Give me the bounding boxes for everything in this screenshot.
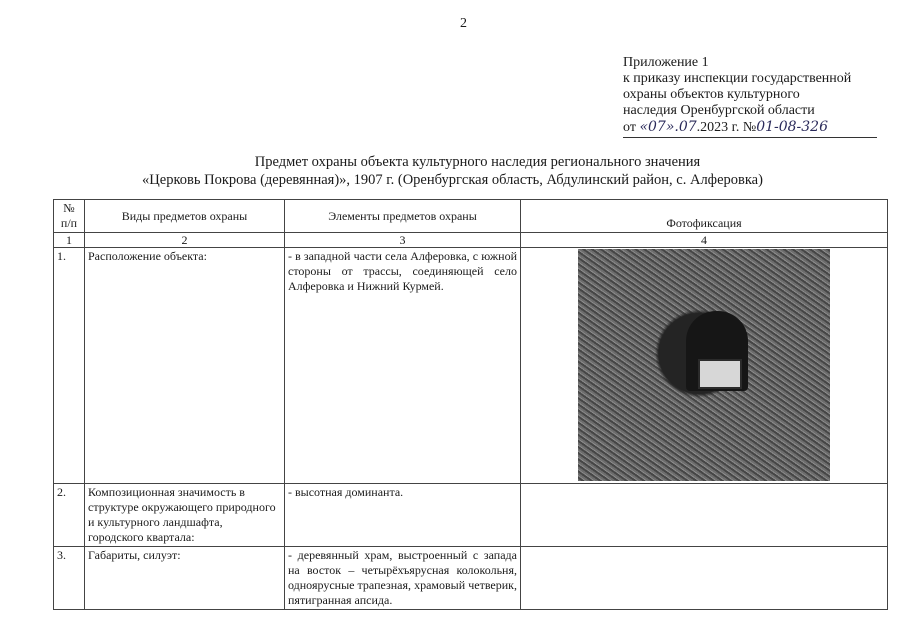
row-number: 2. xyxy=(54,484,85,547)
church-photo xyxy=(578,249,830,481)
col-number: 4 xyxy=(521,233,888,248)
page-number: 2 xyxy=(460,16,467,31)
table-header-row xyxy=(54,200,888,233)
row-elements: - деревянный храм, выстроенный с запада на восток – четырёхъярусная колокольня, одноярусные трапезная, храмовый четверик, пятигранная апсида. xyxy=(285,547,521,610)
appendix-line: наследия Оренбургской области xyxy=(623,103,815,118)
title-line-2: «Церковь Покрова (деревянная)», 1907 г. (Оренбургская область, Абдулинский район, с. Алферовка) xyxy=(142,172,763,188)
order-year: .2023 г. xyxy=(696,120,740,135)
column-number-row xyxy=(54,233,888,248)
title-line-1: Предмет охраны объекта культурного наследия регионального значения xyxy=(254,154,701,170)
order-number-handwritten: 01-08-326 xyxy=(756,119,828,135)
order-date-handwritten: «07».07 xyxy=(639,119,697,135)
photo-window xyxy=(698,359,742,389)
col-number: 2 xyxy=(85,233,285,248)
appendix-title: Приложение 1 xyxy=(623,55,709,70)
table-row xyxy=(54,547,888,610)
order-prefix: от xyxy=(623,120,636,135)
row-type: Габариты, силуэт: xyxy=(85,547,285,610)
document-title xyxy=(0,153,905,189)
table-row xyxy=(54,484,888,547)
col-number: 3 xyxy=(285,233,521,248)
header-type: Виды предметов охраны xyxy=(85,200,285,233)
row-elements: - высотная доминанта. xyxy=(285,484,521,547)
col-number: 1 xyxy=(54,233,85,248)
row-photo xyxy=(521,484,888,547)
appendix-line: к приказу инспекции государственной xyxy=(623,71,852,86)
header-elements: Элементы предметов охраны xyxy=(285,200,521,233)
row-type: Расположение объекта: xyxy=(85,248,285,484)
row-number: 1. xyxy=(54,248,85,484)
row-number: 3. xyxy=(54,547,85,610)
order-reference xyxy=(623,119,877,138)
table-row xyxy=(54,248,888,484)
row-type: Композиционная значимость в структуре окружающего природного и культурного ландшафта, городского квартала: xyxy=(85,484,285,547)
header-num: № п/п xyxy=(54,200,85,233)
appendix-line: охраны объектов культурного xyxy=(623,87,800,102)
order-number-label: № xyxy=(742,120,757,135)
row-elements: - в западной части села Алферовка, с южной стороны от трассы, соединяющей село Алферовка и Нижний Курмей. xyxy=(285,248,521,484)
appendix-block xyxy=(623,55,877,138)
protection-subject-table xyxy=(53,199,888,610)
row-photo xyxy=(521,248,888,484)
header-photo: Фотофиксация xyxy=(521,200,888,233)
row-photo xyxy=(521,547,888,610)
